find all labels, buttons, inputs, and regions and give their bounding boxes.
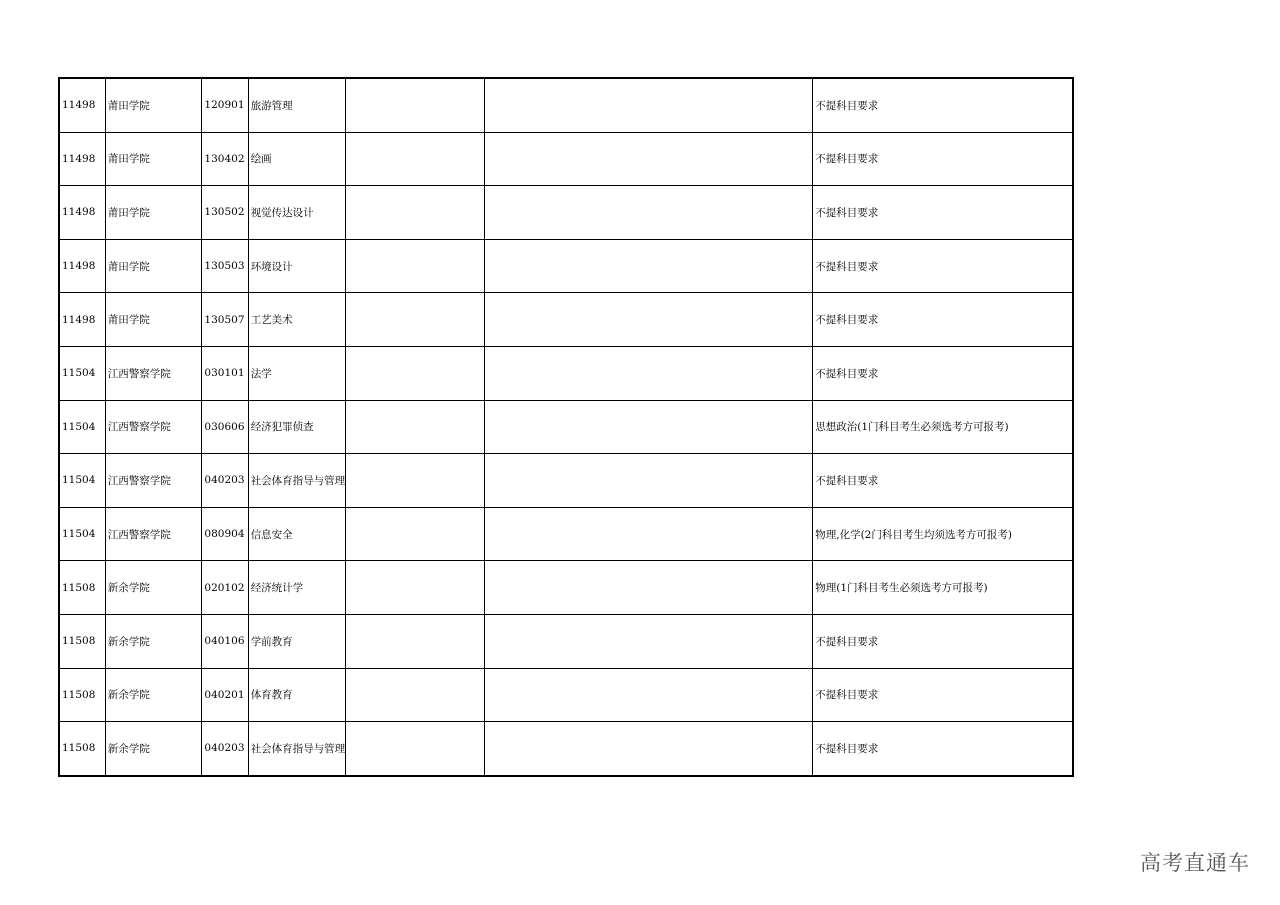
major-code-cell: 120901 (202, 78, 248, 132)
subject-requirement-cell: 不提科目要求 (813, 346, 1073, 400)
table-row (59, 293, 1073, 347)
school-code-cell: 11504 (59, 400, 105, 454)
major-name-cell: 经济统计学 (248, 561, 346, 615)
major-code-cell: 040201 (202, 668, 248, 722)
subject-requirement-cell: 不提科目要求 (813, 614, 1073, 668)
major-name-cell: 法学 (248, 346, 346, 400)
empty-cell-5 (346, 561, 485, 615)
table-row (59, 722, 1073, 776)
empty-cell-6 (485, 78, 813, 132)
table-row (59, 132, 1073, 186)
school-name-cell: 江西警察学院 (105, 454, 202, 508)
school-code-cell: 11508 (59, 668, 105, 722)
table-row (59, 400, 1073, 454)
school-code-cell: 11504 (59, 346, 105, 400)
school-name-cell: 莆田学院 (105, 132, 202, 186)
empty-cell-5 (346, 722, 485, 776)
school-code-cell: 11508 (59, 614, 105, 668)
empty-cell-5 (346, 78, 485, 132)
empty-cell-6 (485, 293, 813, 347)
major-requirements-table (58, 77, 1074, 777)
major-code-cell: 030101 (202, 346, 248, 400)
school-code-cell: 11498 (59, 78, 105, 132)
major-name-cell: 经济犯罪侦查 (248, 400, 346, 454)
subject-requirement-cell: 不提科目要求 (813, 454, 1073, 508)
major-name-cell: 绘画 (248, 132, 346, 186)
table-row (59, 507, 1073, 561)
subject-requirement-cell: 物理,化学(2门科目考生均须选考方可报考) (813, 507, 1073, 561)
school-name-cell: 新余学院 (105, 614, 202, 668)
table-row (59, 346, 1073, 400)
major-code-cell: 040203 (202, 722, 248, 776)
school-name-cell: 江西警察学院 (105, 400, 202, 454)
table-body (59, 78, 1073, 776)
school-code-cell: 11498 (59, 186, 105, 240)
school-code-cell: 11498 (59, 239, 105, 293)
empty-cell-6 (485, 668, 813, 722)
empty-cell-5 (346, 346, 485, 400)
major-code-cell: 130503 (202, 239, 248, 293)
empty-cell-5 (346, 614, 485, 668)
table-row (59, 668, 1073, 722)
major-code-cell: 130502 (202, 186, 248, 240)
watermark-logo-text: 高考直通车 (1140, 851, 1250, 875)
table-row (59, 454, 1073, 508)
school-name-cell: 莆田学院 (105, 239, 202, 293)
school-code-cell: 11498 (59, 293, 105, 347)
school-name-cell: 江西警察学院 (105, 346, 202, 400)
empty-cell-6 (485, 722, 813, 776)
school-name-cell: 新余学院 (105, 668, 202, 722)
subject-requirement-cell: 物理(1门科目考生必须选考方可报考) (813, 561, 1073, 615)
major-name-cell: 视觉传达设计 (248, 186, 346, 240)
table-row (59, 239, 1073, 293)
empty-cell-6 (485, 614, 813, 668)
empty-cell-6 (485, 186, 813, 240)
empty-cell-6 (485, 561, 813, 615)
major-name-cell: 工艺美术 (248, 293, 346, 347)
empty-cell-5 (346, 293, 485, 347)
subject-requirement-cell: 不提科目要求 (813, 78, 1073, 132)
major-code-cell: 020102 (202, 561, 248, 615)
subject-requirement-cell: 不提科目要求 (813, 668, 1073, 722)
empty-cell-5 (346, 668, 485, 722)
major-name-cell: 社会体育指导与管理 (248, 454, 346, 508)
school-name-cell: 莆田学院 (105, 78, 202, 132)
major-code-cell: 130507 (202, 293, 248, 347)
school-code-cell: 11508 (59, 722, 105, 776)
school-name-cell: 莆田学院 (105, 186, 202, 240)
subject-requirement-cell: 不提科目要求 (813, 186, 1073, 240)
subject-requirement-cell: 不提科目要求 (813, 239, 1073, 293)
subject-requirement-cell: 不提科目要求 (813, 293, 1073, 347)
major-name-cell: 信息安全 (248, 507, 346, 561)
major-name-cell: 体育教育 (248, 668, 346, 722)
major-name-cell: 旅游管理 (248, 78, 346, 132)
empty-cell-5 (346, 507, 485, 561)
empty-cell-6 (485, 346, 813, 400)
empty-cell-6 (485, 400, 813, 454)
major-code-cell: 040203 (202, 454, 248, 508)
table-row (59, 78, 1073, 132)
major-name-cell: 学前教育 (248, 614, 346, 668)
major-code-cell: 040106 (202, 614, 248, 668)
subject-requirement-cell: 不提科目要求 (813, 722, 1073, 776)
school-name-cell: 新余学院 (105, 722, 202, 776)
school-code-cell: 11498 (59, 132, 105, 186)
empty-cell-5 (346, 186, 485, 240)
empty-cell-6 (485, 132, 813, 186)
school-name-cell: 莆田学院 (105, 293, 202, 347)
table-row (59, 561, 1073, 615)
table-row (59, 614, 1073, 668)
major-requirements-table-container (58, 77, 1074, 777)
subject-requirement-cell: 不提科目要求 (813, 132, 1073, 186)
major-code-cell: 030606 (202, 400, 248, 454)
school-code-cell: 11504 (59, 507, 105, 561)
major-code-cell: 130402 (202, 132, 248, 186)
empty-cell-5 (346, 454, 485, 508)
table-row (59, 186, 1073, 240)
subject-requirement-cell: 思想政治(1门科目考生必须选考方可报考) (813, 400, 1073, 454)
empty-cell-5 (346, 400, 485, 454)
major-name-cell: 环境设计 (248, 239, 346, 293)
empty-cell-6 (485, 239, 813, 293)
empty-cell-5 (346, 132, 485, 186)
empty-cell-6 (485, 507, 813, 561)
major-name-cell: 社会体育指导与管理 (248, 722, 346, 776)
empty-cell-5 (346, 239, 485, 293)
school-code-cell: 11504 (59, 454, 105, 508)
major-code-cell: 080904 (202, 507, 248, 561)
school-name-cell: 新余学院 (105, 561, 202, 615)
school-name-cell: 江西警察学院 (105, 507, 202, 561)
empty-cell-6 (485, 454, 813, 508)
school-code-cell: 11508 (59, 561, 105, 615)
